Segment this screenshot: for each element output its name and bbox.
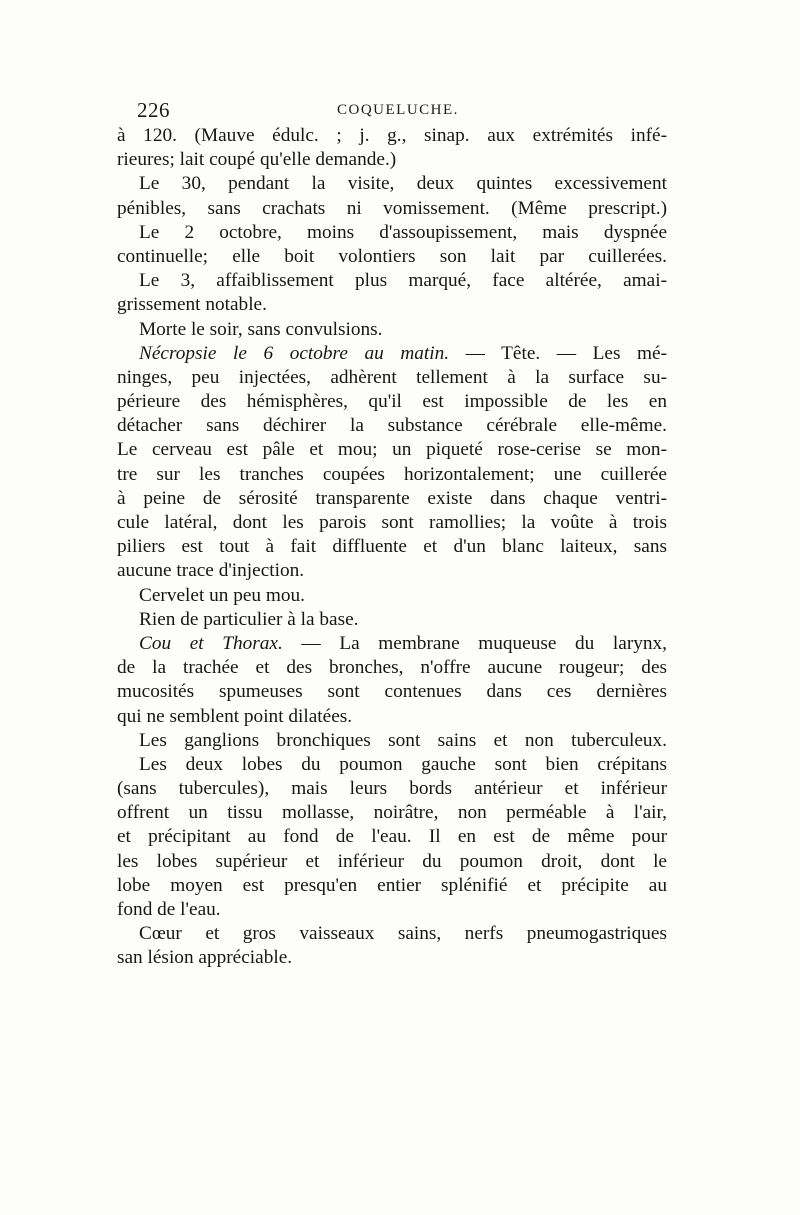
page-header <box>137 98 667 122</box>
text-line: à peine de sérosité transparente existe dans chaque ventri- <box>117 487 667 509</box>
text-line: tre sur les tranches coupées horizontalement; une cuillerée <box>117 463 667 485</box>
italic-heading: Nécropsie le 6 octobre au matin. <box>139 342 450 364</box>
text-line: Les ganglions bronchiques sont sains et non tuberculeux. <box>139 729 667 751</box>
text-line: Le 3, affaiblissement plus marqué, face altérée, amai- <box>139 270 667 292</box>
text-line: grissement notable. <box>117 294 267 316</box>
text-line: périeure des hémisphères, qu'il est impossible de les en <box>117 391 667 413</box>
line-text: — La membrane muqueuse du larynx, <box>282 632 667 654</box>
italic-heading: Cou et Thorax. <box>139 632 283 654</box>
text-line: de la trachée et des bronches, n'offre aucune rougeur; des <box>117 657 667 679</box>
running-title: COQUELUCHE. <box>337 102 459 118</box>
text-line <box>117 632 667 656</box>
text-line: Les deux lobes du poumon gauche sont bien crépitans <box>139 753 667 775</box>
text-line: san lésion appréciable. <box>117 947 293 969</box>
body-text <box>117 124 667 971</box>
text-line: à 120. (Mauve édulc. ; j. g., sinap. aux extrémités infé- <box>117 125 667 146</box>
text-line: continuelle; elle boit volontiers son lait par cuillerées. <box>117 245 667 267</box>
text-line: rieures; lait coupé qu'elle demande.) <box>117 149 397 171</box>
text-line: lobe moyen est presqu'en entier splénifié et précipite au <box>117 874 667 896</box>
text-line: (sans tubercules), mais leurs bords antérieur et inférieur <box>117 778 667 800</box>
text-line: mucosités spumeuses sont contenues dans ces dernières <box>117 681 667 703</box>
text-line: Morte le soir, sans convulsions. <box>139 318 383 340</box>
text-line: Cervelet un peu mou. <box>139 584 305 606</box>
text-line: pénibles, sans crachats ni vomissement. (Même prescript.) <box>117 197 667 219</box>
text-line: fond de l'eau. <box>117 899 221 920</box>
text-line: Le 2 octobre, moins d'assoupissement, mais dyspnée <box>139 221 667 243</box>
text-line: cule latéral, dont les parois sont ramollies; la voûte à trois <box>117 512 667 533</box>
text-line: Le cerveau est pâle et mou; un piqueté rose-cerise se mon- <box>117 439 667 461</box>
text-line: Rien de particulier à la base. <box>139 608 359 630</box>
text-line <box>117 342 667 366</box>
page-number: 226 <box>137 98 170 122</box>
text-line: ninges, peu injectées, adhèrent tellement à la surface su- <box>117 366 667 388</box>
text-line: qui ne semblent point dilatées. <box>117 705 353 727</box>
text-line: les lobes supérieur et inférieur du poumon droit, dont le <box>117 850 667 872</box>
text-line: détacher sans déchirer la substance cérébrale elle-même. <box>117 415 667 437</box>
text-line: et précipitant au fond de l'eau. Il en est de même pour <box>117 826 667 848</box>
text-line: Le 30, pendant la visite, deux quintes excessivement <box>139 173 667 195</box>
text-line: piliers est tout à fait diffluente et d'un blanc laiteux, sans <box>117 536 667 558</box>
text-line: offrent un tissu mollasse, noirâtre, non perméable à l'air, <box>117 802 667 824</box>
text-line: Cœur et gros vaisseaux sains, nerfs pneumogastriques <box>139 923 667 945</box>
text-line: aucune trace d'injection. <box>117 560 305 582</box>
line-text: — Tête. — Les mé- <box>449 342 667 364</box>
